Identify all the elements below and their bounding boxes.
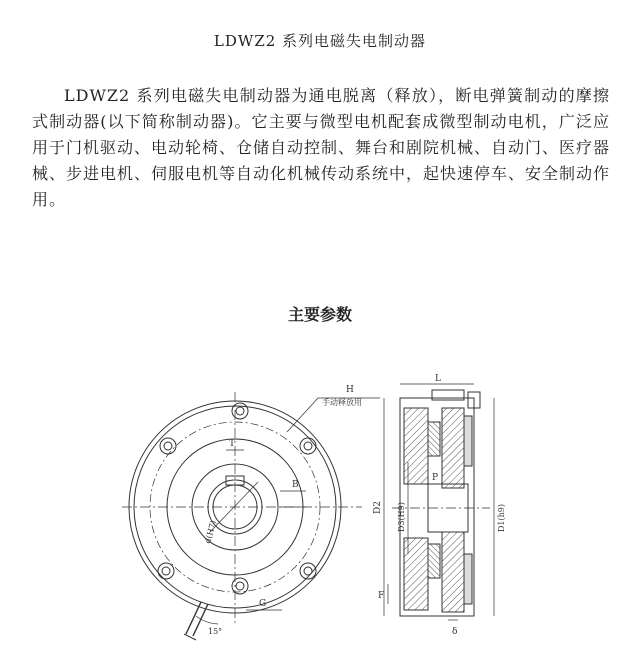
label-angle: 15° (208, 627, 223, 636)
label-L: L (435, 374, 441, 384)
label-P: P (432, 473, 439, 483)
mounting-holes (158, 403, 316, 594)
label-D3: D3(H9) (397, 502, 406, 532)
description-paragraph (32, 83, 610, 213)
label-delta: δ (452, 627, 458, 637)
description-text: LDWZ2 系列电磁失电制动器为通电脱离（释放），断电弹簧制动的摩擦式制动器(以下简称制动器)。它主要与微型电机配套成微型制动电机，广泛应用于门机驱动、电动轮椅、仓储自动控制、舞台和剧院机械、自动门、医疗器械、步进电机、伺服电机等自动化机械传动系统中，起快速停车、安全制动作用。 (32, 86, 611, 209)
side-view-labels (373, 374, 506, 637)
label-H: H (346, 385, 354, 395)
document-title: LDWZ2 系列电磁失电制动器 (213, 32, 427, 50)
label-D2: D2 (373, 501, 383, 514)
label-d: d(H7) (203, 519, 218, 545)
label-D1: D1(h9) (497, 504, 506, 532)
label-F: F (378, 591, 385, 601)
side-section-view (384, 384, 494, 620)
section-title-main-parameters: 主要参数 (287, 305, 352, 324)
label-G: G (259, 599, 267, 609)
front-view (122, 392, 380, 640)
brake-technical-drawing (122, 372, 512, 654)
label-manual-release: 手动释放用 (322, 398, 362, 407)
label-T: T (229, 439, 236, 449)
label-B: B (292, 480, 299, 490)
